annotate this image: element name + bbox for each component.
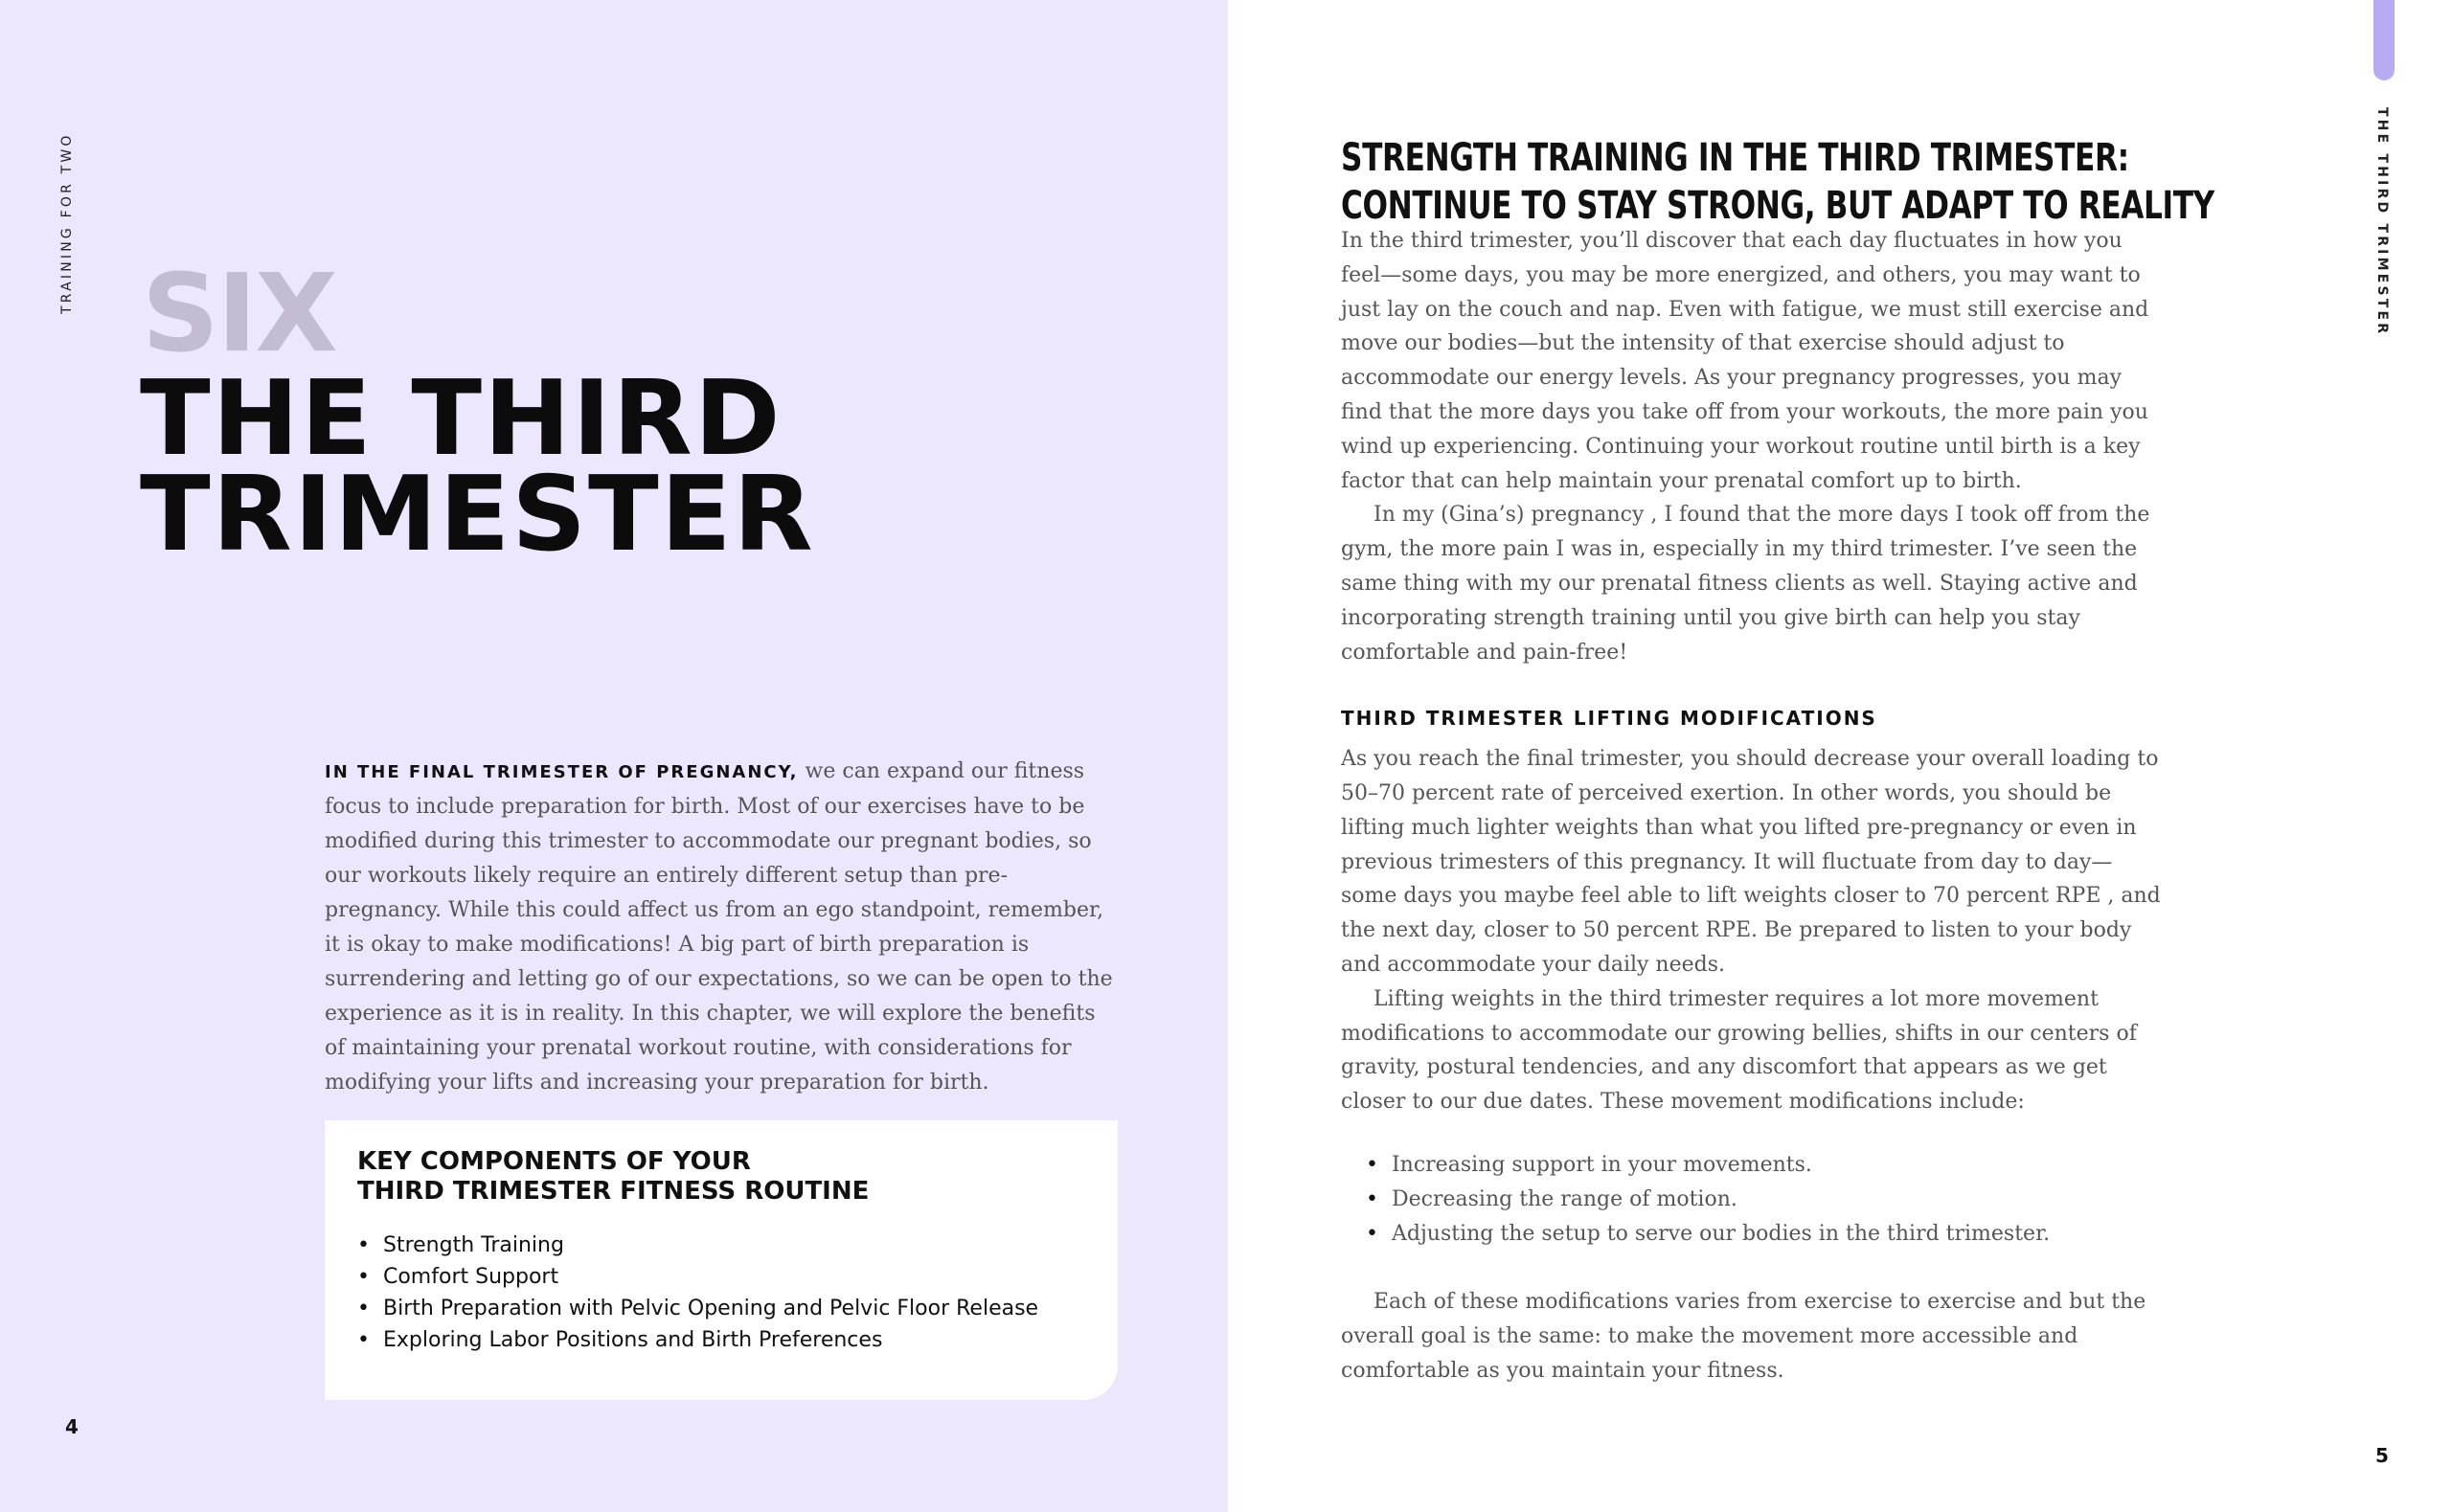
chapter-title-line-1: THE THIRD [140,359,783,479]
list-item: • Strength Training [357,1230,1085,1261]
intro-lead: IN THE FINAL TRIMESTER OF PREGNANCY, [325,762,799,782]
key-components-list [357,1230,1085,1356]
section-body [1341,224,2165,1388]
list-item: • Exploring Labor Positions and Birth Preferences [357,1324,1085,1356]
body-paragraph: Each of these modifications varies from exercise to exercise and but the overall goal is the same: to make the movement more accessible and comfortable as you maintain your fitness. [1341,1290,2146,1383]
chapter-tab-marker [2373,0,2395,80]
intro-paragraph [325,755,1120,1100]
right-column [1341,134,2214,1388]
section-heading-line-2: CONTINUE TO STAY STRONG, BUT ADAPT TO REALITY [1341,184,2214,228]
key-components-title [357,1147,1085,1207]
chapter-title [140,359,815,575]
modifications-list [1341,1148,2165,1251]
body-paragraph: In my (Gina’s) pregnancy , I found that the more days I took off from the gym, the more pain I was in, especially in my third trimester. I’ve seen the same thing with my our prenatal fitness clients as well. Staying active and incorporating strength training until you give birth can help you stay comfortable and pain-free! [1341,503,2150,665]
key-components-title-line-2: THIRD TRIMESTER FITNESS ROUTINE [357,1177,870,1206]
body-paragraph: As you reach the final trimester, you should decrease your overall loading to 50–70 percent rate of perceived exertion. In other words, you should be lifting much lighter weights than what you lifted pre-pregnancy or even in previous trimesters of this pregnancy. It will fluctuate from day to day—some days you maybe feel able to lift weights closer to 70 percent RPE , and the next day, closer to 50 percent RPE. Be prepared to listen to your body and accommodate your daily needs. [1341,747,2161,977]
list-item: • Decreasing the range of motion. [1366,1183,2165,1217]
chapter-title-line-2: TRIMESTER [140,455,815,575]
section-heading-line-1: STRENGTH TRAINING IN THE THIRD TRIMESTER: [1341,136,2129,180]
list-item: • Adjusting the setup to serve our bodies in the third trimester. [1366,1217,2165,1252]
page-number-right: 5 [2375,1444,2389,1467]
body-paragraph: In the third trimester, you’ll discover that each day fluctuates in how you feel—some days, you may be more energized, and others, you may want to just lay on the couch and nap. Even with fatigue, we must still exercise and move our bodies—but the intensity of that exercise should adjust to accommodate our energy levels. As your pregnancy progresses, you may find that the more days you take off from your workouts, the more pain you wind up experiencing. Continuing your workout routine until birth is a key factor that can help maintain your prenatal comfort up to birth. [1341,229,2149,493]
key-components-title-line-1: KEY COMPONENTS OF YOUR [357,1147,751,1176]
key-components-box [325,1120,1118,1400]
subsection-heading: THIRD TRIMESTER LIFTING MODIFICATIONS [1341,707,1877,731]
body-paragraph: Lifting weights in the third trimester requires a lot more movement modifications to accommodate our growing bellies, shifts in our centers of gravity, postural tendencies, and any discomfort that appears as we get closer to our due dates. These movement modifications include: [1341,986,2137,1115]
running-head-right: THE THIRD TRIMESTER [2374,107,2390,337]
page-number-left: 4 [65,1415,79,1438]
list-item: • Increasing support in your movements. [1366,1148,2165,1183]
chapter-number: SIX [142,252,336,376]
intro-body: we can expand our fitness focus to include preparation for birth. Most of our exercises have to be modified during this trimester to accommodate our pregnant bodies, so our workouts likely require an entirely different setup than pre-pregnancy. While this could affect us from an ego standpoint, remember, it is okay to make modifications! A big part of birth preparation is surrendering and letting go of our expectations, so we can be open to the experience as it is in reality. In this chapter, we will explore the benefits of maintaining your prenatal workout routine, with considerations for modifying your lifts and increasing your preparation for birth. [325,759,1113,1095]
running-head-left: TRAINING FOR TWO [59,132,75,314]
list-item: • Birth Preparation with Pelvic Opening and Pelvic Floor Release [357,1293,1085,1324]
section-heading [1341,134,2214,230]
list-item: • Comfort Support [357,1261,1085,1293]
